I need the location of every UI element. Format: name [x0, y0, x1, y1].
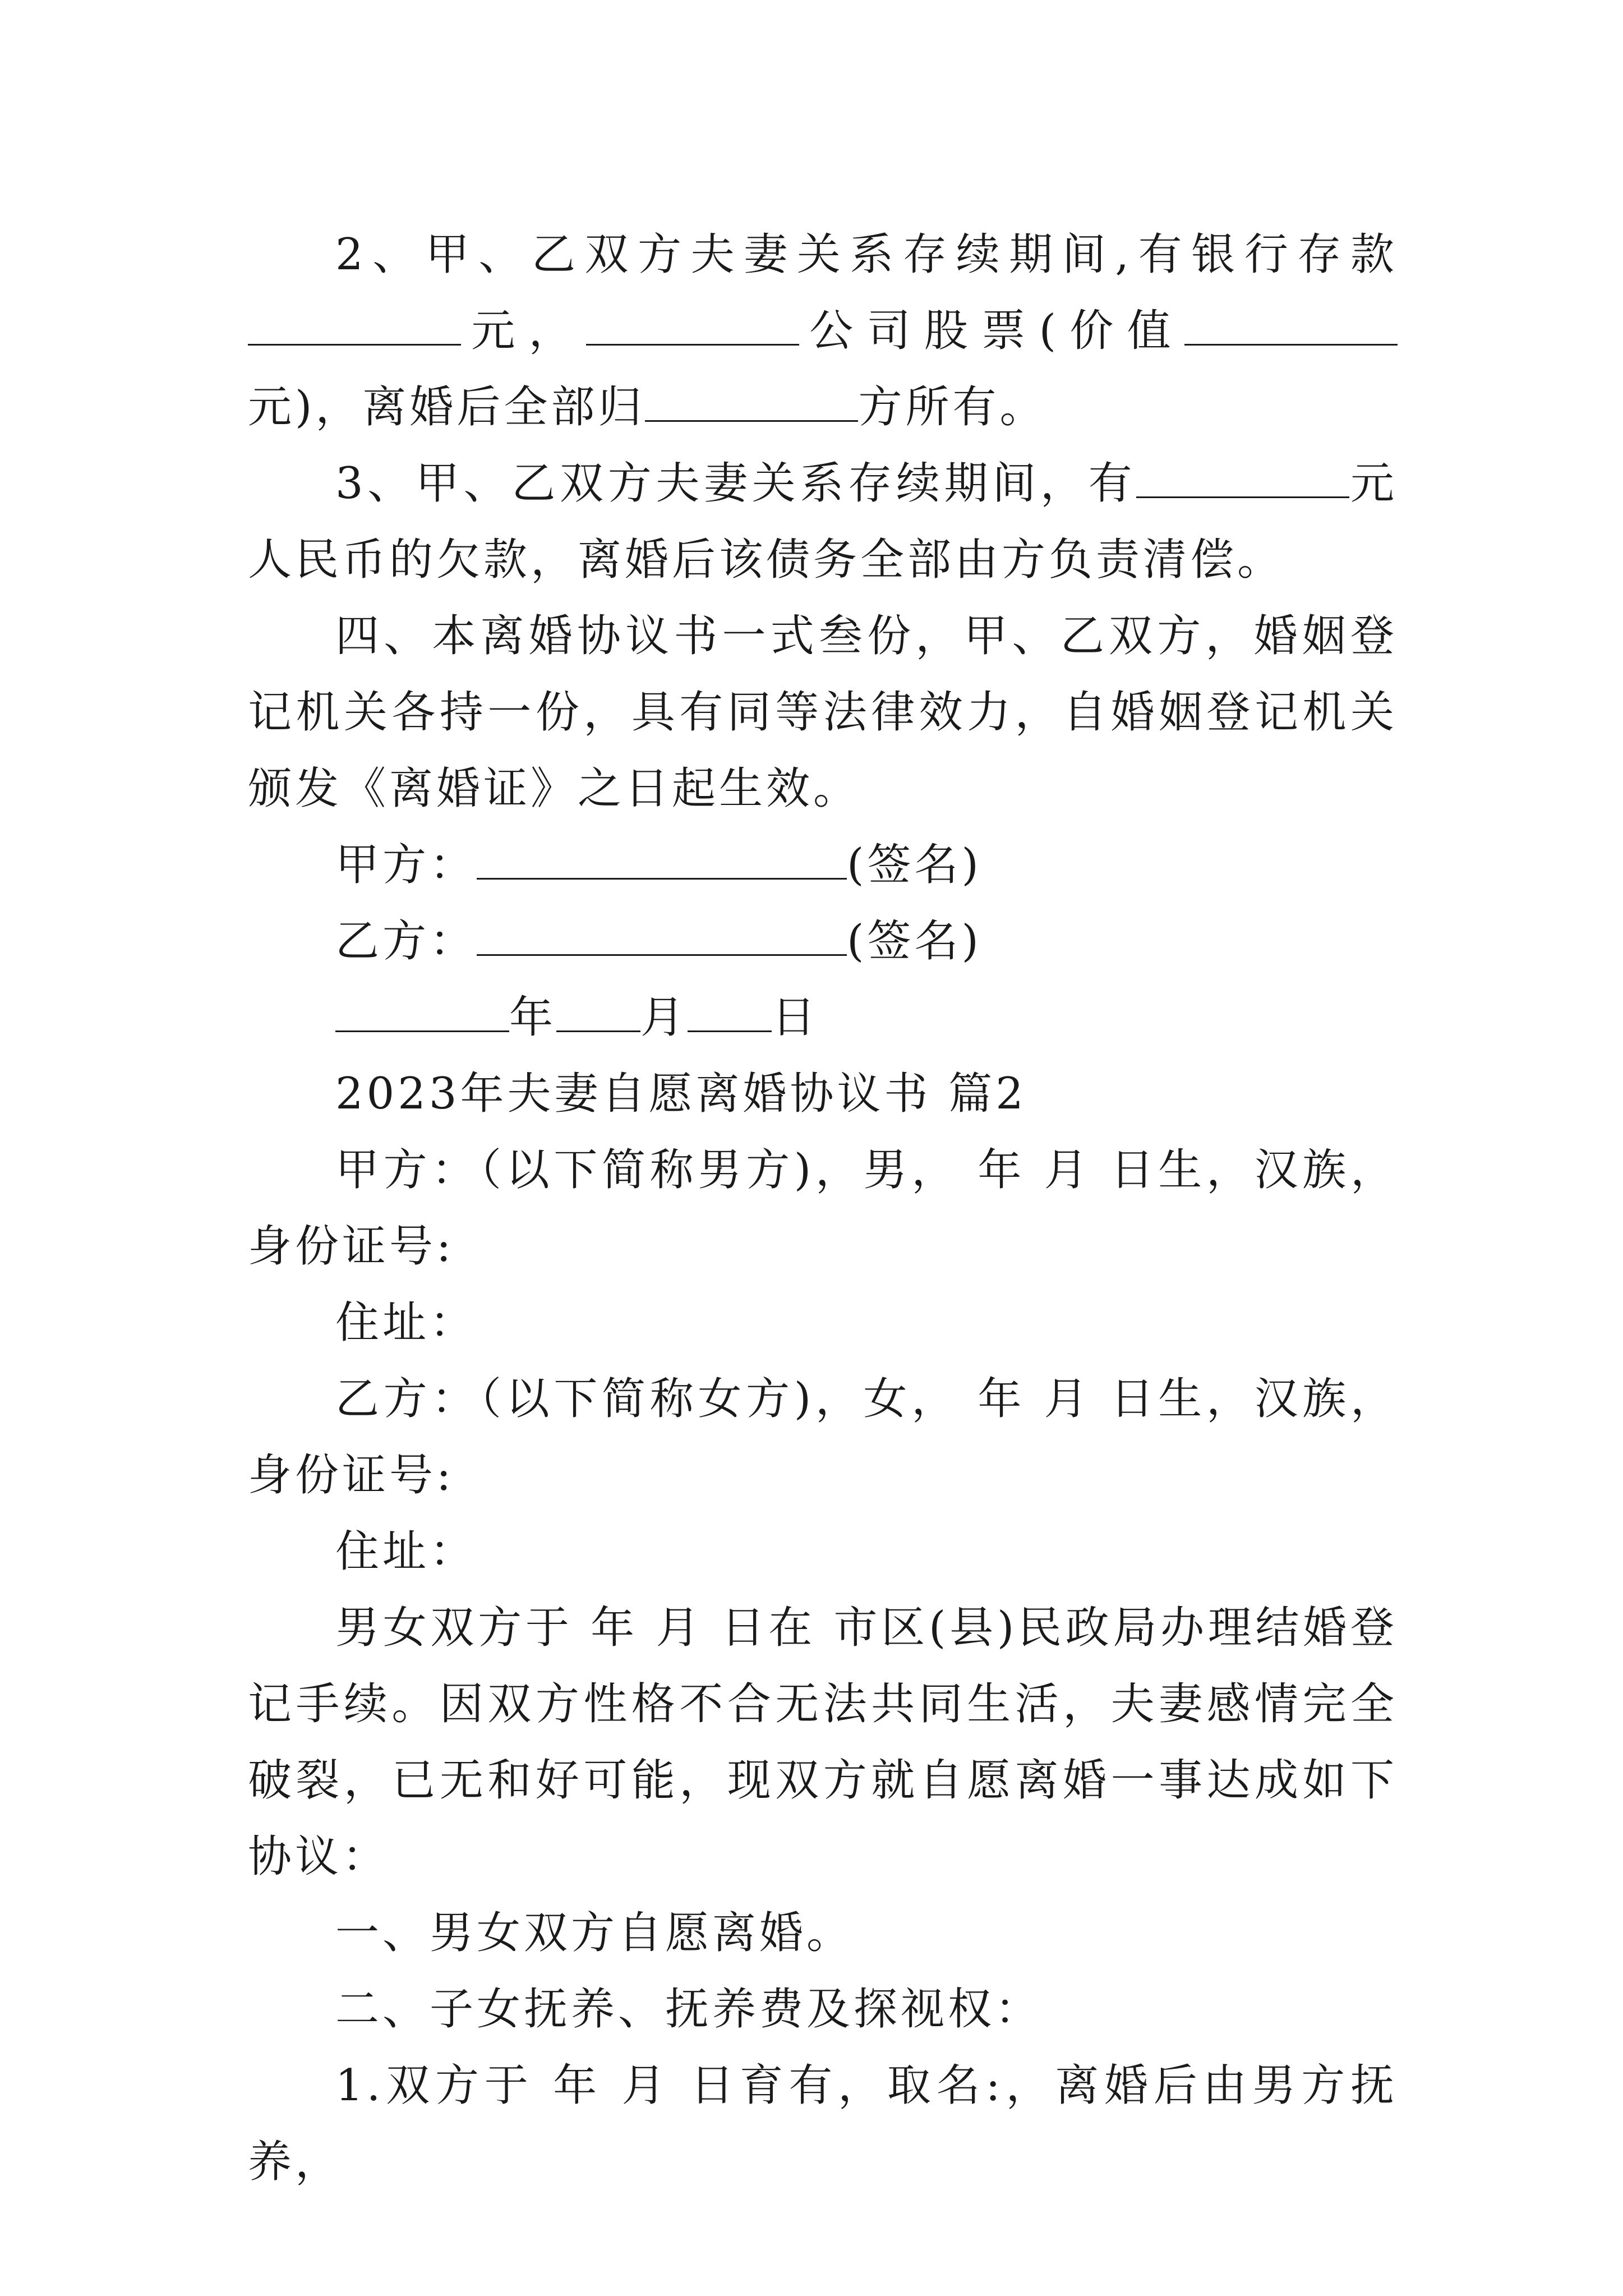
blank-line	[645, 381, 858, 422]
day-blank	[688, 991, 772, 1032]
paragraph-clause-1: 一、男女双方自愿离婚。	[335, 1908, 854, 1958]
paragraph-party-a-info: 甲方：（以下简称男方)，男， 年 月 日生，汉族，身份证号:	[248, 1145, 1398, 1272]
paragraph-bank-deposit	[248, 217, 1398, 445]
signature-label: 乙方：	[335, 916, 477, 967]
paragraph-party-b-address: 住址：	[335, 1526, 477, 1577]
text-segment: 公司股票(价值	[799, 306, 1184, 356]
paragraph-party-a-address: 住址：	[335, 1297, 477, 1348]
signature-line	[477, 915, 847, 956]
text-segment: 元人民币的欠款，离婚后该债务全部由方负责清偿。	[248, 458, 1398, 585]
blank-line	[248, 305, 461, 346]
text-segment: 2、甲、乙双方夫妻关系存续期间,有银行存款	[335, 229, 1398, 280]
text-segment: 方所有。	[858, 382, 1047, 432]
paragraph-debt	[248, 445, 1398, 598]
date-year-label: 年	[509, 992, 557, 1043]
paragraph-clause-2: 二、子女抚养、抚养费及探视权：	[335, 1984, 1043, 2035]
paragraph-copies: 四、本离婚协议书一式叁份，甲、乙双方，婚姻登记机关各持一份，具有同等法律效力，自婚姻登记机关颁发《离婚证》之日起生效。	[248, 611, 1398, 814]
paragraph-marriage-registration: 男女双方于 年 月 日在 市区(县)民政局办理结婚登记手续。因双方性格不合无法共同生活，夫妻感情完全破裂，已无和好可能，现双方就自愿离婚一事达成如下协议：	[248, 1603, 1398, 1882]
signature-date	[248, 979, 1398, 1056]
month-blank	[556, 991, 640, 1032]
paragraph-clause-2-1: 1.双方于 年 月 日育有，取名:，离婚后由男方抚养，	[248, 2060, 1398, 2187]
text-segment: 3、甲、乙双方夫妻关系存续期间，有	[335, 458, 1137, 509]
signature-suffix: (签名)	[847, 840, 982, 890]
blank-line	[586, 305, 799, 346]
text-segment: 元，	[461, 306, 586, 356]
date-month-label: 月	[640, 992, 688, 1043]
section-heading: 2023年夫妻自愿离婚协议书 篇2	[335, 1069, 1027, 1119]
paragraph-party-b-info: 乙方：（以下简称女方)，女， 年 月 日生，汉族，身份证号:	[248, 1374, 1398, 1501]
signature-party-b	[248, 903, 1398, 979]
text-segment: 元)，离婚后全部归	[248, 382, 645, 432]
signature-line	[477, 839, 847, 880]
blank-line	[1184, 305, 1398, 346]
date-day-label: 日	[772, 992, 819, 1043]
blank-line	[1136, 457, 1349, 498]
year-blank	[335, 991, 509, 1032]
signature-label: 甲方：	[335, 840, 477, 890]
signature-suffix: (签名)	[847, 916, 982, 967]
document-body	[248, 217, 1398, 2200]
signature-party-a	[248, 827, 1398, 903]
